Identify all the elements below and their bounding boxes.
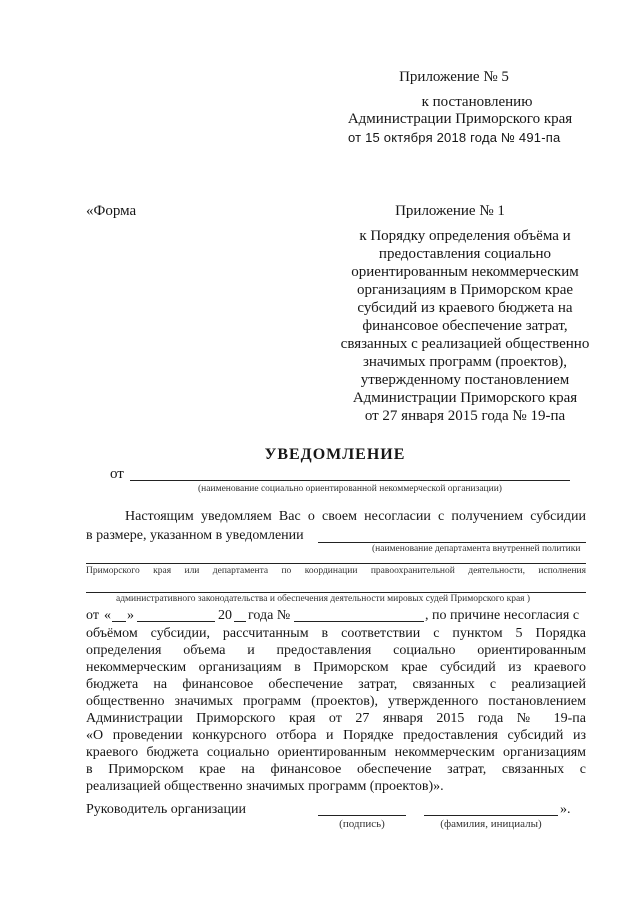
body-line: в Приморском крае на финансовое обеспечение затрат, связанных с bbox=[86, 762, 586, 777]
dept-caption1: (наименование департамента внутренней политики bbox=[372, 544, 581, 554]
form-appendix-line: утвержденному постановлением bbox=[360, 372, 570, 388]
date-year-suffix: года № bbox=[248, 608, 291, 623]
from-label: от bbox=[110, 466, 124, 482]
from-caption: (наименование социально ориентированной некоммерческой организации) bbox=[198, 484, 502, 494]
form-appendix-line: связанных с реализацией общественно bbox=[340, 336, 590, 352]
form-label: «Форма bbox=[86, 203, 137, 219]
p1-line1: Настоящим уведомляем Вас о своем несогласии с получением субсидии bbox=[125, 509, 586, 524]
body-line: «О проведении конкурсного отбора и Порядке предоставления субсидий из bbox=[86, 728, 586, 743]
form-appendix-line: предоставления социально bbox=[378, 246, 552, 262]
dept-caption2: Приморского края или департамента по координации правоохранительной деятельности, исполнения bbox=[86, 566, 586, 576]
name-caption: (фамилия, инициалы) bbox=[440, 818, 542, 830]
body-line: объёмом субсидии, рассчитанным в соответствии с пунктом 5 Порядка bbox=[86, 626, 586, 641]
form-appendix-lines bbox=[322, 227, 608, 425]
date-year-field[interactable] bbox=[234, 621, 246, 622]
body-line: Администрации Приморского края от 27 января 2015 года № 19-па bbox=[86, 711, 586, 726]
date-day-field[interactable] bbox=[112, 621, 126, 622]
date-quote-open: « bbox=[104, 608, 111, 623]
body-line: общественно значимых программ (проектов), утвержденного постановлением bbox=[86, 694, 586, 709]
body-line-last: реализацией общественно значимых программ (проектов)». bbox=[86, 779, 444, 794]
appendix-date: от 15 октября 2018 года № 491-па bbox=[348, 130, 561, 145]
appendix-line2: Администрации Приморского края bbox=[347, 111, 573, 127]
date-month-field[interactable] bbox=[137, 621, 215, 622]
notice-body bbox=[86, 625, 586, 795]
dept-caption3: административного законодательства и обеспечения деятельности мировых судей Приморского края ) bbox=[116, 594, 531, 604]
notice-title: УВЕДОМЛЕНИЕ bbox=[264, 446, 406, 463]
body-line: определения объема и предоставления социально ориентированным bbox=[86, 643, 586, 658]
appendix-line1: к постановлению bbox=[421, 94, 533, 110]
form-appendix-line: финансовое обеспечение затрат, bbox=[362, 318, 568, 334]
form-appendix-line: от 27 января 2015 года № 19-па bbox=[364, 408, 566, 424]
form-appendix-line: значимых программ (проектов), bbox=[362, 354, 568, 370]
signature-label: Руководитель организации bbox=[86, 802, 246, 817]
dept-underline1[interactable] bbox=[86, 563, 586, 564]
body-line: некоммерческим организациям в Приморском крае субсидий из краевого bbox=[86, 660, 586, 675]
body-line: бюджета на финансовое обеспечение затрат, связанных с реализацией bbox=[86, 677, 586, 692]
form-appendix-line: субсидий из краевого бюджета на bbox=[357, 300, 573, 316]
signature-caption: (подпись) bbox=[339, 818, 385, 830]
p1-line2: в размере, указанном в уведомлении bbox=[86, 528, 304, 543]
date-ot: от bbox=[86, 608, 99, 623]
date-quote-close: » bbox=[127, 608, 134, 623]
date-year-prefix: 20 bbox=[218, 608, 232, 623]
date-number-field[interactable] bbox=[294, 621, 424, 622]
from-underline[interactable] bbox=[130, 480, 570, 481]
form-appendix-line: Администрации Приморского края bbox=[352, 390, 578, 406]
body-line: краевого бюджета социально ориентированным некоммерческим организациям bbox=[86, 745, 586, 760]
date-reason: , по причине несогласия с bbox=[425, 608, 580, 623]
dept-underline2[interactable] bbox=[86, 592, 586, 593]
form-appendix-line: к Порядку определения объёма и bbox=[359, 228, 571, 244]
form-appendix-line: организациям в Приморском крае bbox=[356, 282, 574, 298]
form-appendix-line: ориентированным некоммерческим bbox=[351, 264, 579, 280]
signature-end: ». bbox=[560, 802, 571, 817]
appendix-title: Приложение № 5 bbox=[399, 69, 509, 85]
signature-field[interactable] bbox=[318, 815, 406, 816]
name-field[interactable] bbox=[424, 815, 558, 816]
amount-underline[interactable] bbox=[318, 542, 586, 543]
form-appendix-title: Приложение № 1 bbox=[395, 203, 505, 219]
